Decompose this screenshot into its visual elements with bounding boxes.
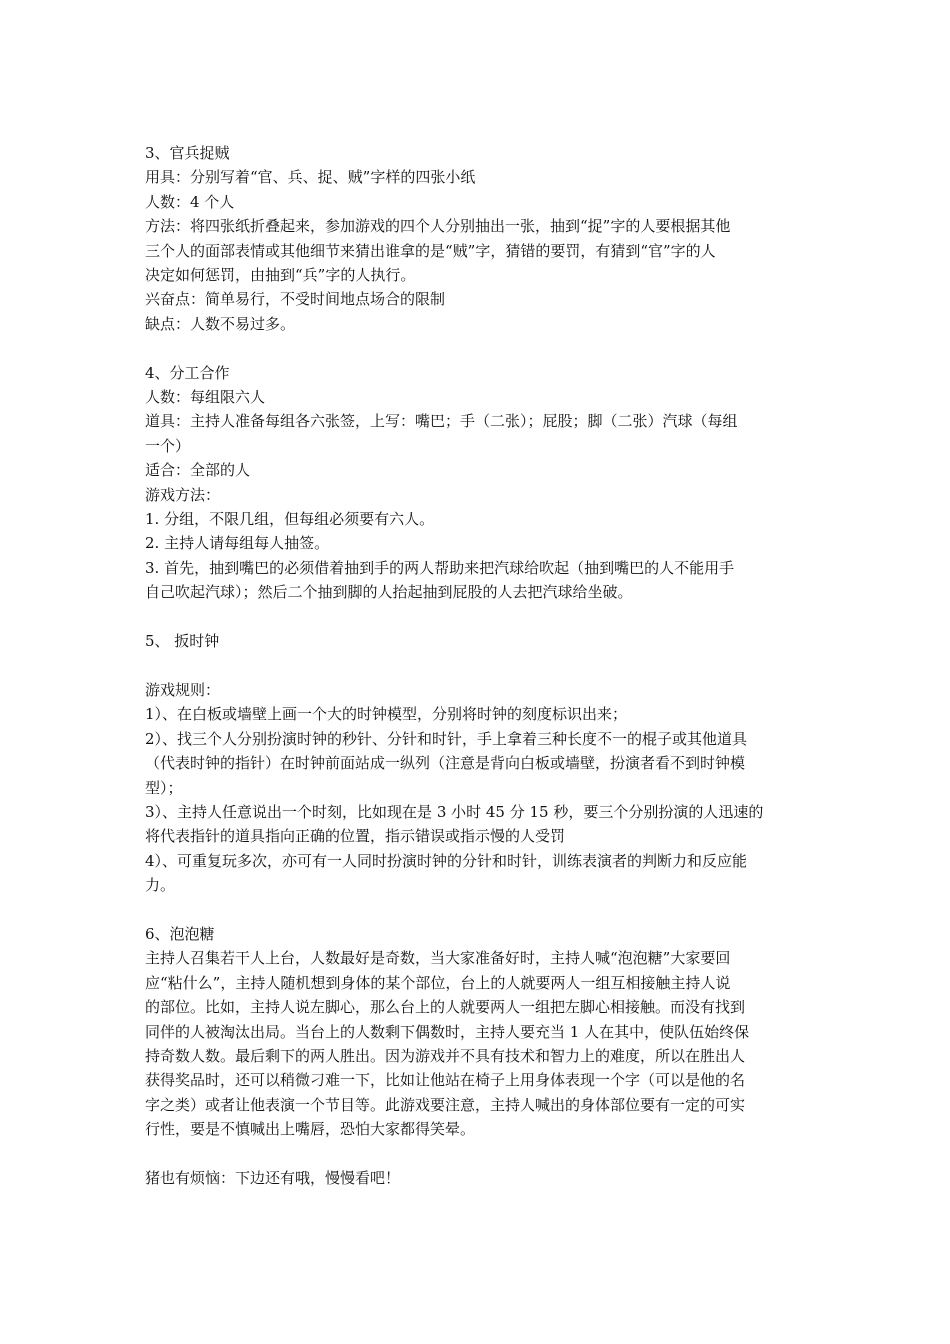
text-line: 字之类）或者让他表演一个节目等。此游戏要注意，主持人喊出的身体部位要有一定的可实 [145,1095,746,1114]
text-line: 人数：每组限六人 [145,388,266,407]
text-line: 三个人的面部表情或其他细节来猜出谁拿的是“贼”字，猜错的要罚，有猜到“官”字的人 [145,241,716,260]
text-line: 主持人召集若干人上台，人数最好是奇数，当大家准备好时，主持人喊“泡泡糖”大家要回 [145,949,731,968]
text-line: （代表时钟的指针）在时钟前面站成一纵列（注意是背向白板或墙壁，扮演者看不到时钟模 [145,754,746,773]
blank-line [145,898,815,922]
text-line: 的部位。比如，主持人说左脚心，那么台上的人就要两人一组把左脚心相接触。而没有找到 [145,998,746,1017]
text-line: 游戏规则： [145,680,221,699]
text-line: 力。 [145,876,176,895]
text-line: 游戏方法： [145,485,221,504]
text-line: 3. 首先，抽到嘴巴的必须借着抽到手的两人帮助来把汽球给吹起（抽到嘴巴的人不能用手 [145,558,735,577]
document-body [145,141,815,1190]
text-line: 用具：分别写着“官、兵、捉、贼”字样的四张小纸 [145,168,476,187]
text-line: 猪也有烦恼：下边还有哦，慢慢看吧！ [145,1168,401,1187]
text-line: 行性，要是不慎喊出上嘴唇，恐怕大家都得笑晕。 [145,1120,476,1139]
text-line: 1）、在白板或墙壁上画一个大的时钟模型，分别将时钟的刻度标识出来； [145,705,628,724]
text-line: 兴奋点：简单易行，不受时间地点场合的限制 [145,290,446,309]
text-line: 1. 分组，不限几组，但每组必须要有六人。 [145,510,435,529]
text-line: 持奇数人数。最后剩下的两人胜出。因为游戏并不具有技术和智力上的难度，所以在胜出人 [145,1046,746,1065]
text-line: 决定如何惩罚，由抽到“兵”字的人执行。 [145,266,416,285]
text-line: 2. 主持人请每组每人抽签。 [145,534,330,553]
text-line: 6、泡泡糖 [145,924,215,943]
blank-line [145,605,815,629]
text-line: 缺点：人数不易过多。 [145,314,296,333]
text-line: 方法：将四张纸折叠起来，参加游戏的四个人分别抽出一张，抽到“捉”字的人要根据其他 [145,217,731,236]
text-line: 同伴的人被淘汰出局。当台上的人数剩下偶数时，主持人要充当 1 人在其中，使队伍始终保 [145,1022,750,1041]
blank-line [145,1142,815,1166]
text-line: 4、分工合作 [145,363,230,382]
text-line: 将代表指针的道具指向正确的位置，指示错误或指示慢的人受罚 [145,827,566,846]
text-line: 适合：全部的人 [145,461,251,480]
text-line: 型）； [145,778,183,797]
text-line: 获得奖品时，还可以稍微刁难一下，比如让他站在椅子上用身体表现一个字（可以是他的名 [145,1071,746,1090]
blank-line [145,336,815,360]
text-line: 一个） [145,436,191,455]
text-line: 4）、可重复玩多次，亦可有一人同时扮演时钟的分针和时针，训练表演者的判断力和反应能 [145,851,748,870]
blank-line [145,654,815,678]
text-line: 道具：主持人准备每组各六张签，上写：嘴巴；手（二张）；屁股；脚（二张）汽球（每组 [145,412,738,431]
text-line: 3、官兵捉贼 [145,144,230,162]
text-line: 2）、找三个人分别扮演时钟的秒针、分针和时针，手上拿着三种长度不一的棍子或其他道具 [145,729,748,748]
text-line: 5、 扳时钟 [145,632,220,651]
text-line: 应“粘什么”，主持人随机想到身体的某个部位，台上的人就要两人一组互相接触主持人说 [145,973,731,992]
text-line: 自己吹起汽球）；然后二个抽到脚的人抬起抽到屁股的人去把汽球给坐破。 [145,583,633,602]
text-line: 3）、主持人任意说出一个时刻，比如现在是 3 小时 45 分 15 秒，要三个分别扮演的人迅速的 [145,802,764,821]
text-line: 人数：4 个人 [145,192,235,211]
